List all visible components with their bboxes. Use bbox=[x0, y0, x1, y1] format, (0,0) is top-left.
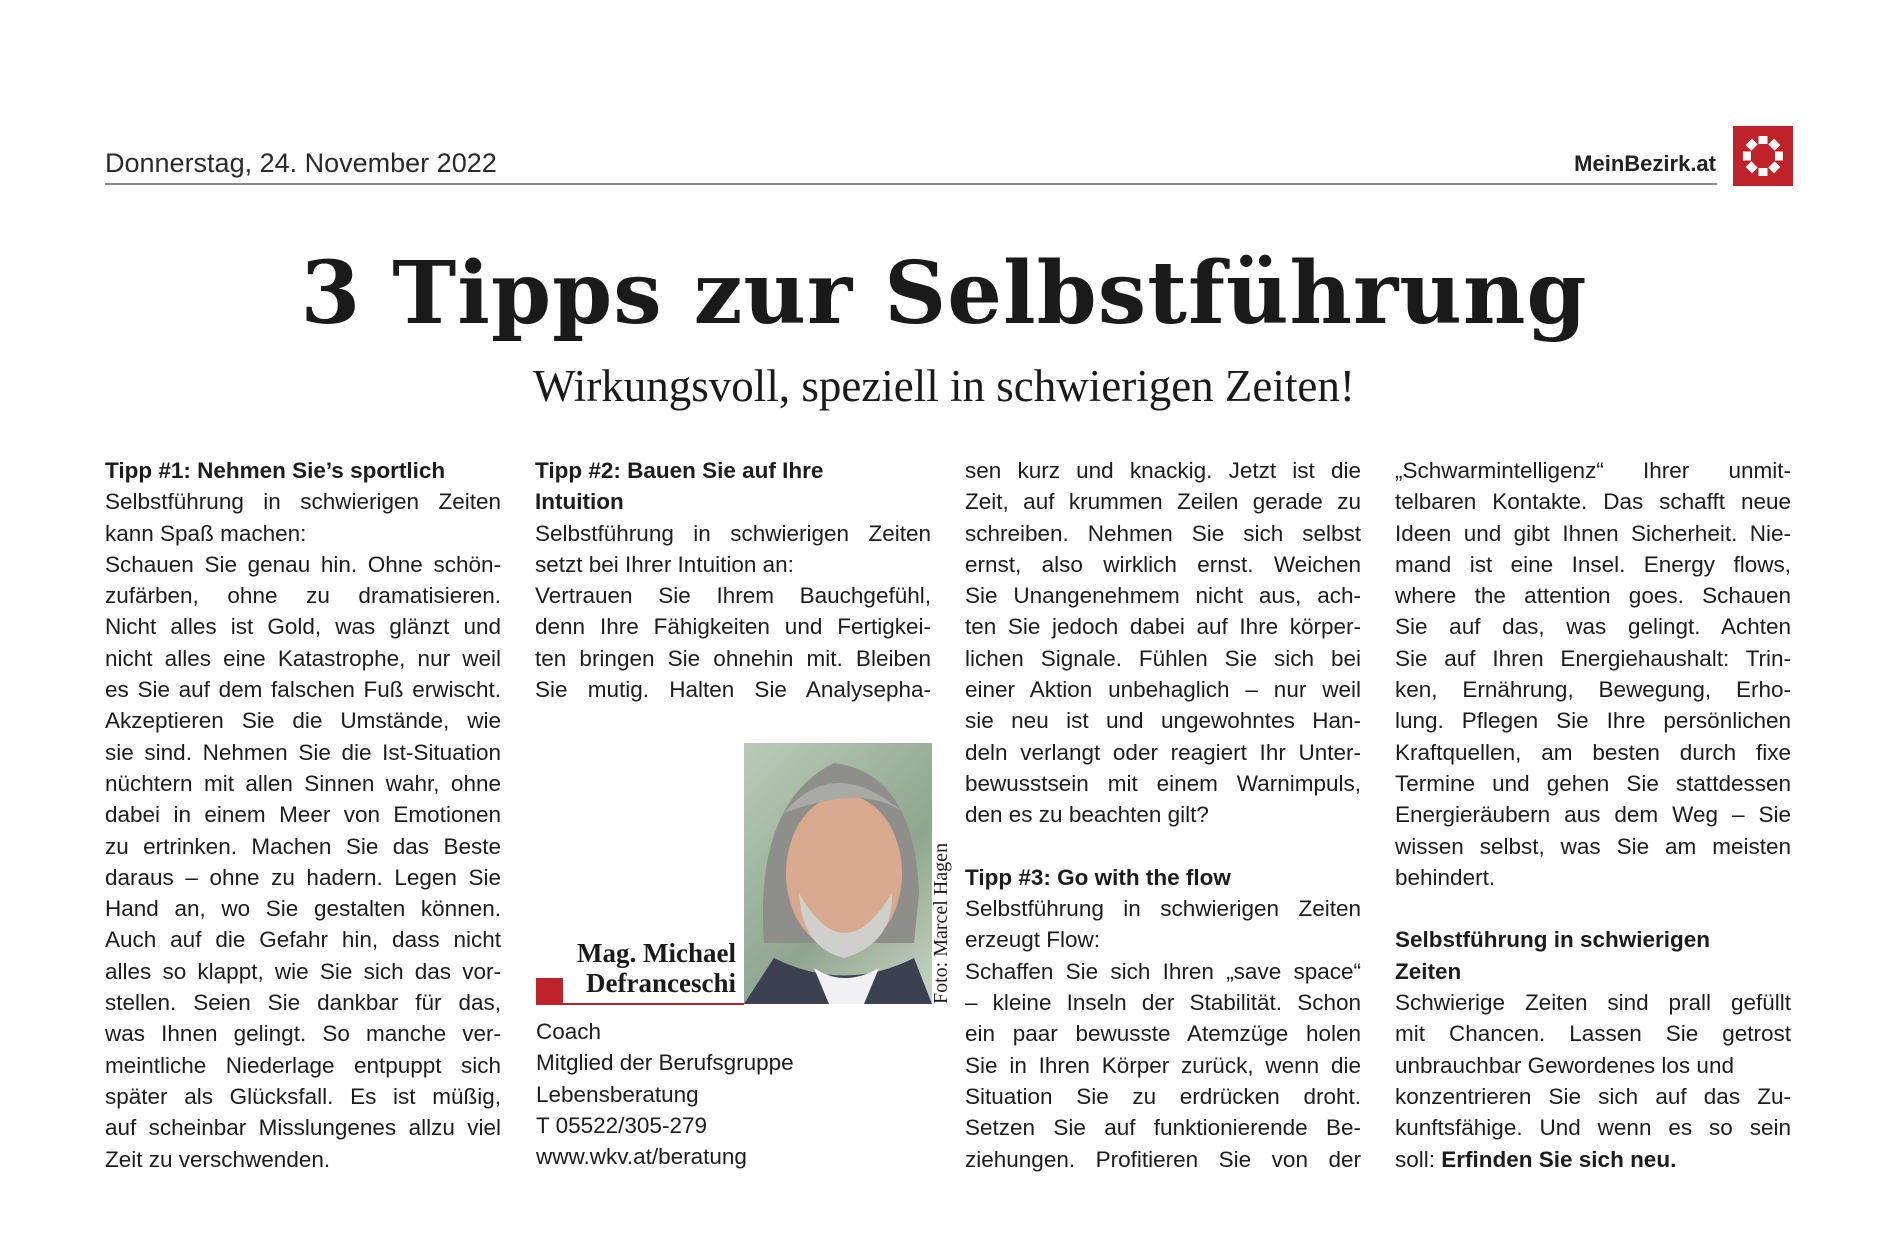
body-line: Zeit, auf krummen Zeilen gerade zu bbox=[965, 489, 1361, 515]
author-name bbox=[536, 938, 736, 998]
body-line: Auch auf die Gefahr hin, dass nicht bbox=[105, 927, 501, 953]
body-line: stellen. Seien Sie dankbar für das, bbox=[105, 990, 501, 1016]
author-name-line-2: Defranceschi bbox=[586, 968, 736, 998]
body-line: Schaffen Sie sich Ihren „save space“ bbox=[965, 958, 1361, 984]
body-line: nicht alles eine Katastrophe, nur weil bbox=[105, 645, 501, 671]
article-column-2 bbox=[535, 455, 931, 705]
caption-line: Coach bbox=[536, 1019, 602, 1044]
body-line: ziehungen. Profitieren Sie von der bbox=[965, 1146, 1361, 1172]
body-line: bewusstsein mit einem Warnimpuls, bbox=[965, 770, 1361, 796]
body-line: Ideen und gibt Ihnen Sicherheit. Nie- bbox=[1395, 520, 1791, 546]
paragraph-gap bbox=[965, 831, 1361, 862]
body-line: ten Sie jedoch dabei auf Ihre körper- bbox=[965, 614, 1361, 640]
section-heading: Tipp #3: Go with the flow bbox=[965, 864, 1231, 890]
body-line: Setzen Sie auf funktionierende Be- bbox=[965, 1115, 1361, 1141]
body-line: später als Glücksfall. Es ist müßig, bbox=[105, 1083, 501, 1109]
section-heading: Zeiten bbox=[1395, 958, 1462, 984]
body-line: Nicht alles ist Gold, was glänzt und bbox=[105, 614, 501, 640]
body-line: Energieräubern aus dem Weg – Sie bbox=[1395, 802, 1791, 828]
body-line: ein paar bewusste Atemzüge holen bbox=[965, 1021, 1361, 1047]
body-line: Zeit zu verschwenden. bbox=[105, 1146, 331, 1172]
body-line: nüchtern mit allen Sinnen wahr, ohne bbox=[105, 770, 501, 796]
body-line: – kleine Inseln der Stabilität. Schon bbox=[965, 990, 1361, 1016]
body-line: Akzeptieren Sie die Umstände, wie bbox=[105, 708, 501, 734]
article-title: 3 Tipps zur Selbstführung bbox=[300, 243, 1588, 344]
header-rule bbox=[105, 183, 1717, 185]
section-heading: Tipp #2: Bauen Sie auf Ihre bbox=[535, 458, 824, 483]
caption-line: www.wkv.at/beratung bbox=[536, 1144, 747, 1170]
closing-line bbox=[1395, 1144, 1791, 1175]
body-line: meintliche Niederlage entpuppt sich bbox=[105, 1052, 501, 1078]
body-line: Selbstführung in schwierigen Zeiten bbox=[535, 520, 931, 546]
caption-line: T 05522/305-279 bbox=[536, 1112, 707, 1138]
body-line: Selbstführung in schwierigen Zeiten bbox=[105, 489, 501, 515]
body-line: sen kurz und knackig. Jetzt ist die bbox=[965, 458, 1361, 483]
body-line: wissen selbst, was Sie am meisten bbox=[1395, 833, 1791, 859]
section-heading: Tipp #1: Nehmen Sie’s sportlich bbox=[105, 458, 446, 483]
body-line: Sie Unangenehmem nicht aus, ach- bbox=[965, 583, 1361, 609]
article-subtitle: Wirkungsvoll, speziell in schwierigen Zeiten! bbox=[533, 361, 1355, 411]
body-line: Schwierige Zeiten sind prall gefüllt bbox=[1395, 990, 1791, 1016]
body-line: ken, Ernährung, Bewegung, Erho- bbox=[1395, 677, 1791, 703]
body-line: kann Spaß machen: bbox=[105, 520, 307, 546]
body-line: konzentrieren Sie sich auf das Zu- bbox=[1395, 1083, 1791, 1109]
article-column-4 bbox=[1395, 455, 1791, 1175]
body-line: lichen Signale. Fühlen Sie sich bei bbox=[965, 645, 1361, 671]
body-line: where the attention goes. Schauen bbox=[1395, 583, 1791, 609]
body-line: deln verlangt oder reagiert Ihr Unter- bbox=[965, 739, 1361, 765]
author-name-line-1: Mag. Michael bbox=[577, 938, 736, 968]
body-line: „Schwarmintelligenz“ Ihrer unmit- bbox=[1395, 458, 1791, 483]
body-line: lung. Pflegen Sie Ihre persönlichen bbox=[1395, 708, 1791, 734]
name-underline bbox=[536, 1003, 744, 1005]
body-line: Hand an, wo Sie gestalten können. bbox=[105, 896, 501, 922]
body-line: zu ertrinken. Machen Sie das Beste bbox=[105, 833, 501, 859]
body-line: Schauen Sie genau hin. Ohne schön- bbox=[105, 551, 501, 577]
brand-name: MeinBezirk.at bbox=[1574, 151, 1716, 176]
issue-date: Donnerstag, 24. November 2022 bbox=[105, 148, 497, 178]
body-line: daraus – ohne zu hadern. Legen Sie bbox=[105, 864, 501, 890]
body-line: Sie auf Ihren Energiehaushalt: Trin- bbox=[1395, 645, 1791, 671]
body-line: setzt bei Ihrer Intuition an: bbox=[535, 551, 794, 577]
body-line: alles so klappt, wie Sie sich das vor- bbox=[105, 958, 501, 984]
body-line: ernst, also wirklich ernst. Weichen bbox=[965, 551, 1361, 577]
body-line: behindert. bbox=[1395, 864, 1496, 890]
author-photo bbox=[744, 743, 932, 1004]
body-line: schreiben. Nehmen Sie sich selbst bbox=[965, 520, 1361, 546]
body-line: mand ist eine Insel. Energy flows, bbox=[1395, 551, 1791, 577]
section-heading: Intuition bbox=[535, 489, 624, 515]
body-line: Situation Sie zu erdrücken droht. bbox=[965, 1083, 1361, 1109]
body-line: kunftsfähige. Und wenn es so sein bbox=[1395, 1115, 1791, 1141]
author-caption bbox=[536, 1016, 794, 1172]
photo-credit: Foto: Marcel Hagen bbox=[930, 842, 952, 1004]
body-line: was Ihnen gelingt. So manche ver- bbox=[105, 1021, 501, 1047]
body-line: den es zu beachten gilt? bbox=[965, 802, 1209, 828]
body-line: erzeugt Flow: bbox=[965, 927, 1101, 953]
closing-text: soll: bbox=[1395, 1146, 1442, 1172]
meinbezirk-logo-icon bbox=[1733, 126, 1793, 186]
caption-line: Lebensberatung bbox=[536, 1081, 699, 1107]
body-line: Sie in Ihren Körper zurück, wenn die bbox=[965, 1052, 1361, 1078]
section-heading: Selbstführung in schwierigen bbox=[1395, 927, 1711, 953]
body-line: ten bringen Sie ohnehin mit. Bleiben bbox=[535, 645, 931, 671]
body-line: Kraftquellen, am besten durch fixe bbox=[1395, 739, 1791, 765]
body-line: sie sind. Nehmen Sie die Ist-Situation bbox=[105, 739, 501, 765]
body-line: sie neu ist und ungewohntes Han- bbox=[965, 708, 1361, 734]
body-line: dabei in einem Meer von Emotionen bbox=[105, 802, 501, 828]
body-line: Termine und gehen Sie stattdessen bbox=[1395, 770, 1791, 796]
body-line: mit Chancen. Lassen Sie getrost bbox=[1395, 1021, 1791, 1047]
body-line: unbrauchbar Gewordenes los und bbox=[1395, 1052, 1734, 1078]
body-line: es Sie auf dem falschen Fuß erwischt. bbox=[105, 677, 501, 703]
closing-emphasis: Erfinden Sie sich neu. bbox=[1441, 1146, 1677, 1172]
body-line: einer Aktion unbehaglich – nur weil bbox=[965, 677, 1361, 703]
body-line: Vertrauen Sie Ihrem Bauchgefühl, bbox=[535, 583, 931, 609]
article-column-1 bbox=[105, 455, 501, 1175]
body-line: auf scheinbar Misslungenes allzu viel bbox=[105, 1115, 501, 1141]
body-line: Selbstführung in schwierigen Zeiten bbox=[965, 896, 1361, 922]
body-line: denn Ihre Fähigkeiten und Fertigkei- bbox=[535, 614, 931, 640]
paragraph-gap bbox=[1395, 893, 1791, 924]
body-line: zufärben, ohne zu dramatisieren. bbox=[105, 583, 501, 609]
body-line: Sie mutig. Halten Sie Analysepha- bbox=[535, 677, 931, 703]
caption-line: Mitglied der Berufsgruppe bbox=[536, 1050, 794, 1076]
body-line: telbaren Kontakte. Das schafft neue bbox=[1395, 489, 1791, 515]
body-line: Sie auf das, was gelingt. Achten bbox=[1395, 614, 1791, 640]
article-column-3 bbox=[965, 455, 1361, 1175]
